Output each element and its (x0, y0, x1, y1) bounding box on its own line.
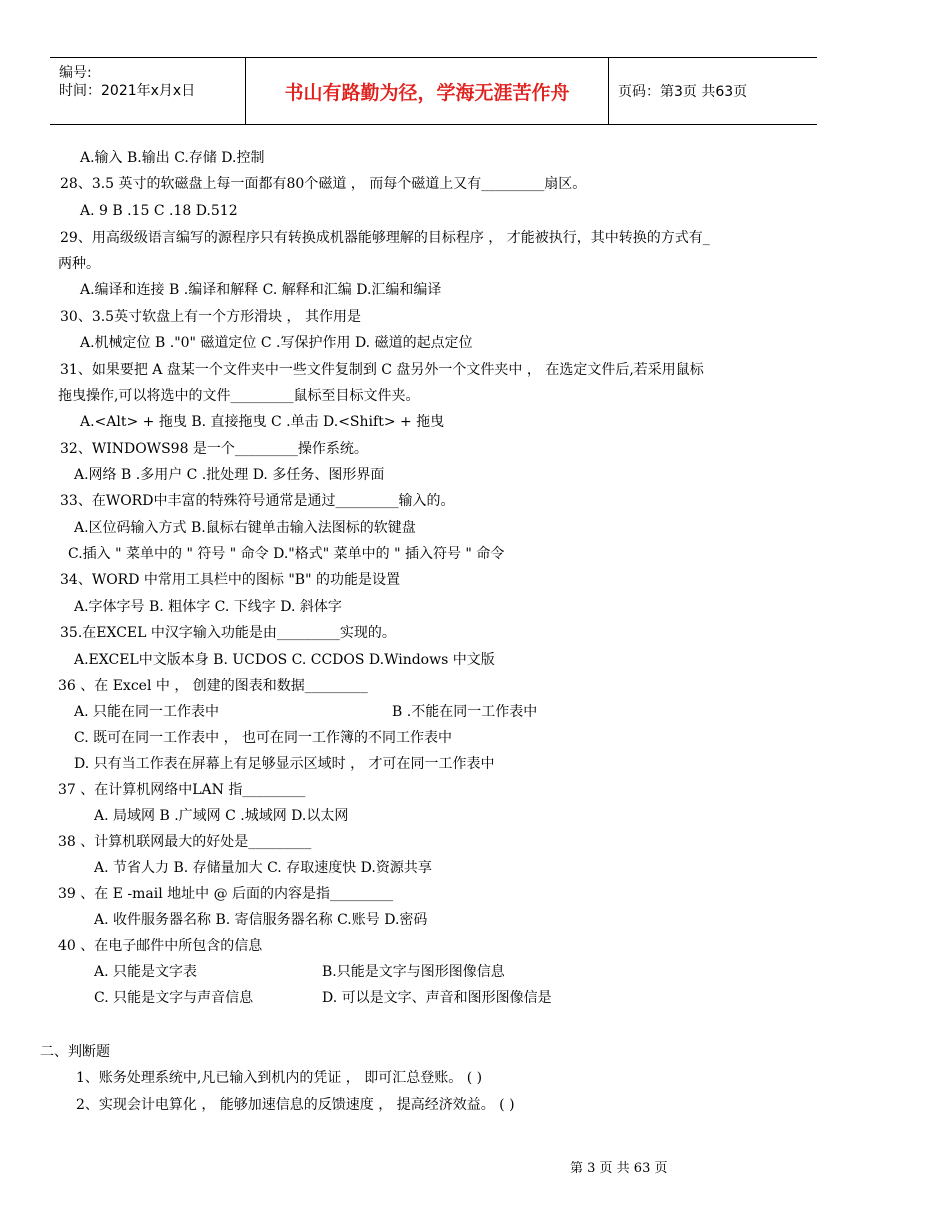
question-32: 32、WINDOWS98 是一个_________操作系统。 (60, 441, 368, 457)
question-39: 39 、在 E -mail 地址中 @ 后面的内容是指_________ (58, 886, 394, 902)
option-line: C. 只能是文字与声音信息 (94, 990, 254, 1006)
option-line: A. 只能是文字表 (94, 964, 198, 980)
page-footer: 第 3 页 共 63 页 (570, 1161, 668, 1176)
option-line: A.网络 B .多用户 C .批处理 D. 多任务、图形界面 (74, 467, 385, 483)
option-line: A.输入 B.输出 C.存储 D.控制 (80, 150, 265, 166)
question-31: 31、如果要把 A 盘某一个文件夹中一些文件复制到 C 盘另外一个文件夹中 ， 在选定文件后,若采用鼠标 (60, 362, 704, 378)
question-35: 35.在EXCEL 中汉字输入功能是由_________实现的。 (60, 625, 396, 641)
doc-date-label: 时间：2021年x月x日 (59, 83, 196, 99)
question-40: 40 、在电子邮件中所包含的信息 (58, 938, 263, 954)
option-line: A.编译和连接 B .编译和解释 C. 解释和汇编 D.汇编和编译 (80, 282, 442, 298)
option-line: C. 既可在同一工作表中 ， 也可在同一工作簿的不同工作表中 (74, 730, 453, 746)
option-line: B .不能在同一工作表中 (392, 704, 538, 720)
question-33: 33、在WORD中丰富的特殊符号通常是通过_________输入的。 (60, 493, 455, 509)
judgment-item: 2、实现会计电算化 ， 能够加速信息的反馈速度 ， 提高经济效益。 ( ) (76, 1097, 515, 1113)
option-line: A.EXCEL中文版本身 B. UCDOS C. CCDOS D.Windows 中文版 (74, 652, 495, 668)
judgment-item: 1、账务处理系统中,凡已输入到机内的凭证 ， 即可汇总登账。 ( ) (76, 1070, 483, 1086)
option-line: D. 只有当工作表在屏幕上有足够显示区域时 ， 才可在同一工作表中 (74, 756, 495, 772)
option-line: A. 节省人力 B. 存储量加大 C. 存取速度快 D.资源共享 (94, 860, 432, 876)
page-header (50, 57, 817, 125)
question-29-cont: 两种。 (58, 256, 100, 272)
question-29: 29、用高级级语言编写的源程序只有转换成机器能够理解的目标程序 ， 才能被执行，其中转换的方式有_ (60, 230, 710, 246)
question-36: 36 、在 Excel 中 ， 创建的图表和数据_________ (58, 678, 368, 694)
option-line: A. 局域网 B .广域网 C .城域网 D.以太网 (94, 808, 349, 824)
question-30: 30、3.5英寸软盘上有一个方形滑块 ， 其作用是 (60, 309, 361, 325)
question-38: 38 、计算机联网最大的好处是_________ (58, 834, 312, 850)
option-line: A.<Alt> + 拖曳 B. 直接拖曳 C .单击 D.<Shift> + 拖曳 (80, 414, 445, 430)
option-line: A.字体字号 B. 粗体字 C. 下线字 D. 斜体字 (74, 599, 342, 615)
header-meta (50, 58, 246, 124)
option-line: B.只能是文字与图形图像信息 (322, 964, 505, 980)
header-motto: 书山有路勤为径，学海无涯苦作舟 (246, 58, 609, 124)
option-line: A. 9 B .15 C .18 D.512 (80, 203, 238, 219)
option-line: A. 收件服务器名称 B. 寄信服务器名称 C.账号 D.密码 (94, 912, 428, 928)
option-line: A.机械定位 B ."0" 磁道定位 C .写保护作用 D. 磁道的起点定位 (80, 335, 473, 351)
section-heading: 二、判断题 (40, 1044, 110, 1060)
doc-number-label: 编号: (59, 65, 92, 81)
question-34: 34、WORD 中常用工具栏中的图标 "B" 的功能是设置 (60, 572, 400, 588)
option-line: D. 可以是文字、声音和图形图像信是 (322, 990, 552, 1006)
question-31-cont: 拖曳操作,可以将选中的文件_________鼠标至目标文件夹。 (58, 388, 420, 404)
option-line: A.区位码输入方式 B.鼠标右键单击输入法图标的软键盘 (74, 520, 416, 536)
option-line: A. 只能在同一工作表中 (74, 704, 220, 720)
option-line: C.插入 " 菜单中的 " 符号 " 命令 D."格式" 菜单中的 " 插入符号 " 命令 (68, 546, 505, 562)
header-page-info: 页码：第3页 共63页 (618, 84, 748, 100)
question-37: 37 、在计算机网络中LAN 指_________ (58, 782, 306, 798)
question-28: 28、3.5 英寸的软磁盘上每一面都有80个磁道 ， 而每个磁道上又有_________扇区。 (60, 176, 587, 192)
